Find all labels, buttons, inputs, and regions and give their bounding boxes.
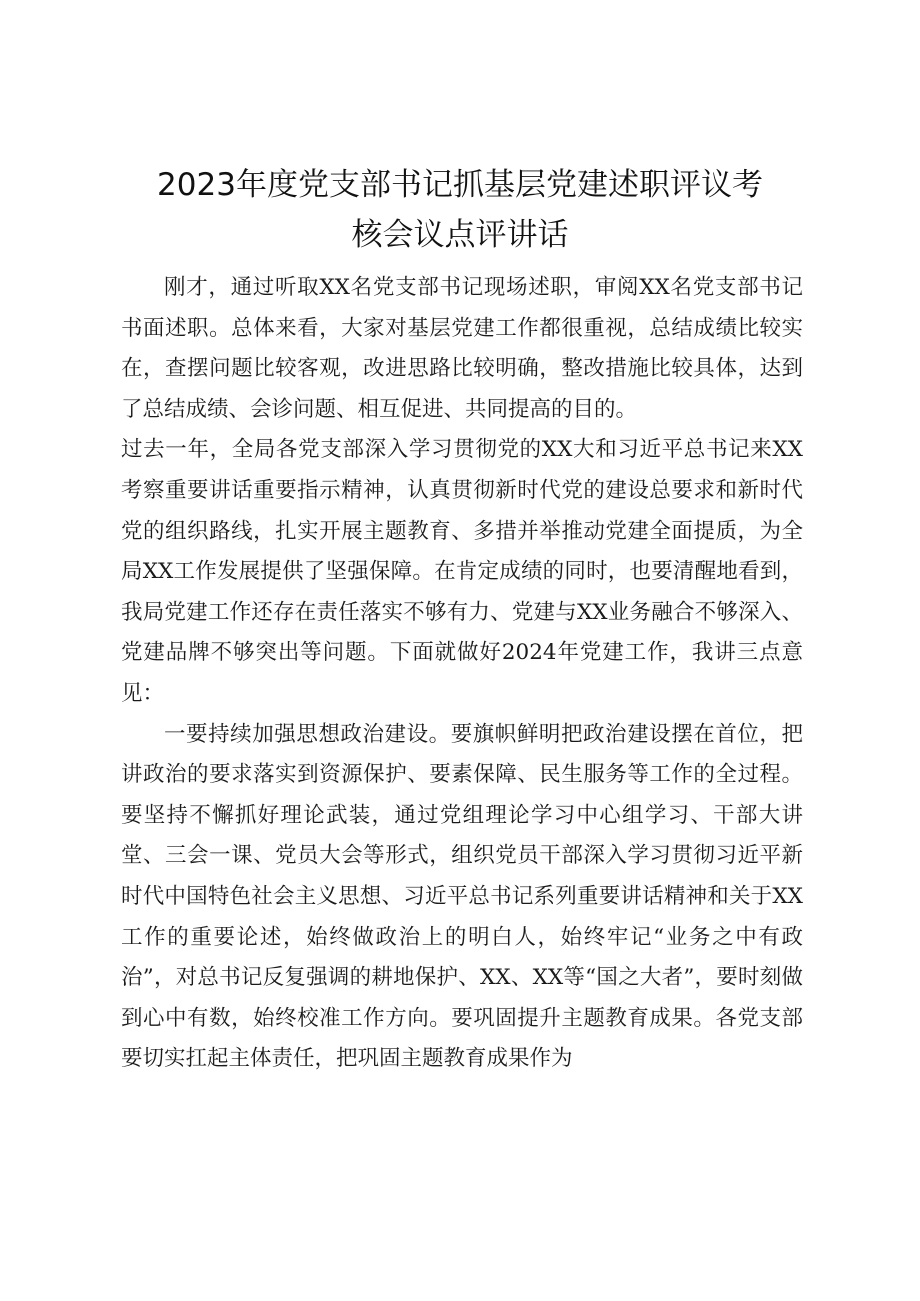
document-body xyxy=(121,268,803,1080)
title-line-1: 2023年度党支部书记抓基层党建述职评议考 xyxy=(157,167,763,203)
paragraph-1: 刚才，通过听取XX名党支部书记现场述职，审阅XX名党支部书记书面述职。总体来看，大家对基层党建工作都很重视，总结成绩比较实在，查摆问题比较客观，改进思路比较明确，整改措施比较具体，达到了总结成绩、会诊问题、相互促进、共同提高的目的。 xyxy=(121,275,803,422)
document-title xyxy=(120,160,800,260)
paragraph-2: 过去一年，全局各党支部深入学习贯彻党的XX大和习近平总书记来XX考察重要讲话重要指示精神，认真贯彻新时代党的建设总要求和新时代党的组织路线，扎实开展主题教育、多措并举推动党建全面提质，为全局XX工作发展提供了坚强保障。在肯定成绩的同时，也要清醒地看到，我局党建工作还存在责任落实不够有力、党建与XX业务融合不够深入、党建品牌不够突出等问题。下面就做好2024年党建工作，我讲三点意见： xyxy=(121,437,803,706)
title-line-2: 核会议点评讲话 xyxy=(351,217,569,253)
paragraph-3: 一要持续加强思想政治建设。要旗帜鲜明把政治建设摆在首位，把讲政治的要求落实到资源保护、要素保障、民生服务等工作的全过程。要坚持不懈抓好理论武装，通过党组理论学习中心组学习、干部大讲堂、三会一课、党员大会等形式，组织党员干部深入学习贯彻习近平新时代中国特色社会主义思想、习近平总书记系列重要讲话精神和关于XX工作的重要论述，始终做政治上的明白人，始终牢记“业务之中有政治”，对总书记反复强调的耕地保护、XX、XX等“国之大者”，要时刻做到心中有数，始终校准工作方向。要巩固提升主题教育成果。各党支部要切实扛起主体责任，把巩固主题教育成果作为 xyxy=(121,721,803,1072)
